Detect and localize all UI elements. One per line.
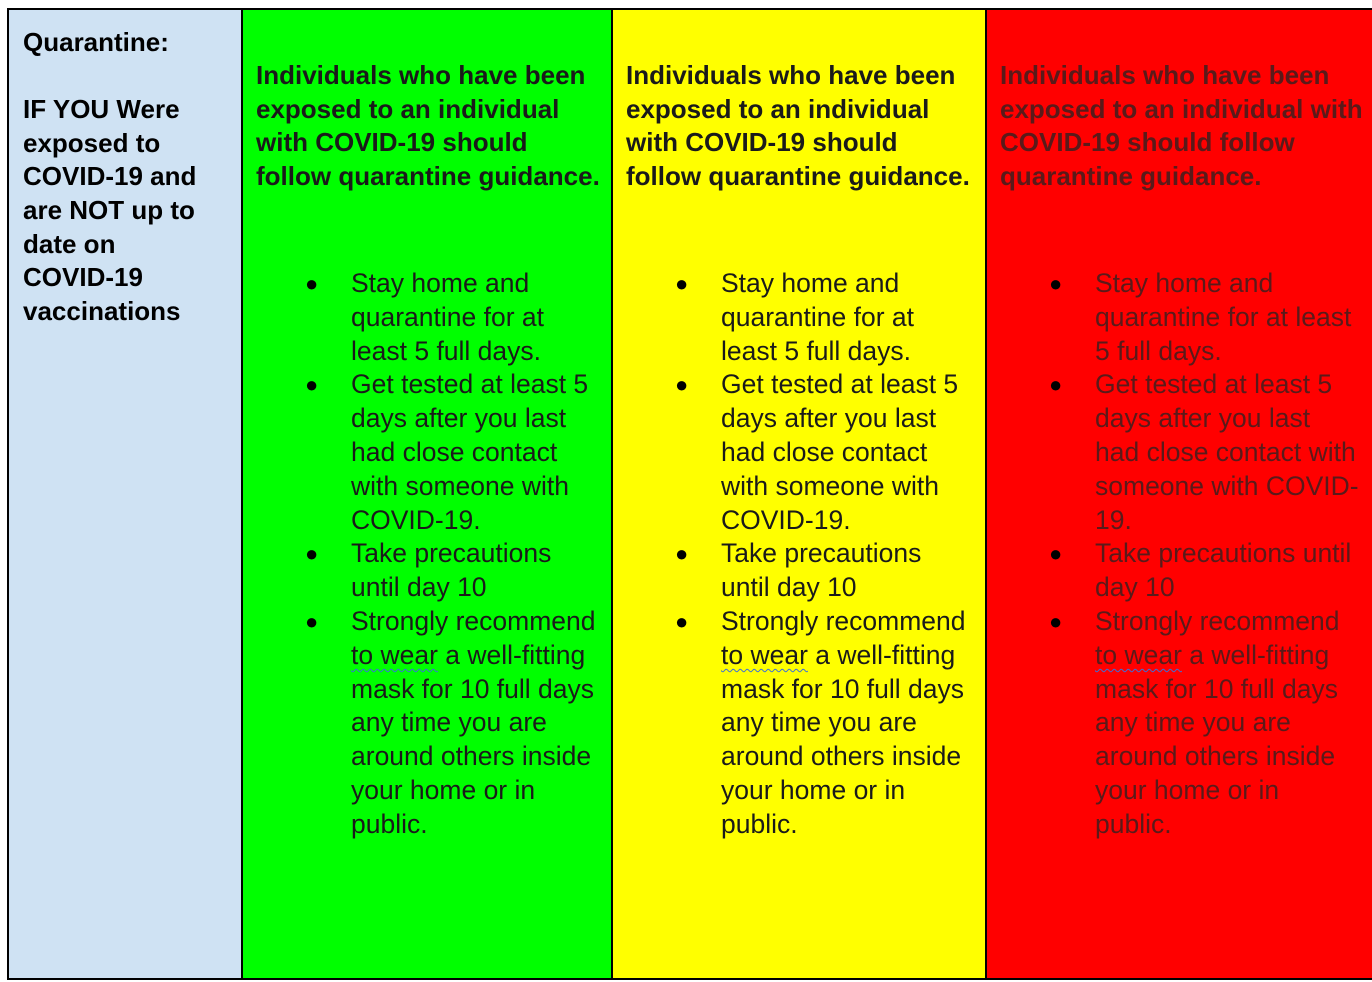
list-item: ● Take precautions until day 10 bbox=[305, 538, 552, 603]
quarantine-condition-line: vaccinations bbox=[23, 295, 181, 326]
bullet-icon: ● bbox=[1049, 271, 1063, 296]
green-heading: Individuals who have been exposed to an individual with COVID-19 should follow quarantine guidance. bbox=[256, 60, 600, 191]
bullet-icon: ● bbox=[675, 372, 689, 398]
quarantine-condition-line: are NOT up to bbox=[23, 194, 195, 225]
bullet-icon: ● bbox=[305, 608, 319, 634]
spellcheck-mark[interactable]: to wear bbox=[1095, 639, 1182, 670]
red-heading: Individuals who have been exposed to an individual with COVID-19 should follow quarantine guidance. bbox=[1000, 60, 1363, 191]
spellcheck-mark[interactable]: to wear bbox=[721, 639, 808, 670]
quarantine-condition-line: date on bbox=[23, 228, 116, 259]
bullet-icon: ● bbox=[305, 271, 319, 296]
list-item: ● Take precautions until day 10 bbox=[675, 538, 922, 603]
list-item: ● Get tested at least 5 days after you last had close contact with someone with COVID-19. bbox=[675, 369, 959, 535]
red-level-cell bbox=[985, 10, 1372, 978]
quarantine-condition-line: exposed to bbox=[23, 127, 161, 158]
green-level-cell bbox=[241, 10, 611, 978]
red-guidance-list bbox=[1049, 267, 1360, 842]
list-item: ● Strongly recommend to wear a well-fitting mask for 10 full days any time you are around others inside your home or in public. bbox=[1049, 605, 1340, 839]
quarantine-title: Quarantine: bbox=[23, 27, 169, 57]
quarantine-condition-line: COVID-19 bbox=[23, 262, 143, 293]
bullet-icon: ● bbox=[305, 541, 319, 567]
list-item: ● Stay home and quarantine for at least 5 full days. bbox=[1049, 268, 1352, 366]
list-item: ● Get tested at least 5 days after you last had close contact with someone with COVID-19. bbox=[305, 369, 589, 535]
bullet-icon: ● bbox=[1049, 608, 1063, 634]
bullet-icon: ● bbox=[1049, 541, 1063, 567]
quarantine-table bbox=[7, 8, 1372, 980]
yellow-heading: Individuals who have been exposed to an individual with COVID-19 should follow quarantine guidance. bbox=[626, 60, 970, 191]
bullet-icon: ● bbox=[1049, 372, 1063, 398]
list-item: ● Get tested at least 5 days after you last had close contact with someone with COVID-19. bbox=[1049, 369, 1359, 535]
quarantine-label-cell bbox=[7, 10, 241, 978]
quarantine-condition-line: COVID-19 and bbox=[23, 161, 197, 192]
spellcheck-mark[interactable]: to wear bbox=[351, 639, 438, 670]
yellow-level-cell bbox=[611, 10, 985, 978]
bullet-icon: ● bbox=[675, 541, 689, 567]
list-item: ● Strongly recommend to wear a well-fitting mask for 10 full days any time you are around others inside your home or in public. bbox=[675, 605, 966, 839]
green-guidance-list bbox=[305, 267, 596, 842]
quarantine-label bbox=[23, 26, 235, 328]
yellow-guidance-list bbox=[675, 267, 966, 842]
list-item: ● Stay home and quarantine for at least 5 full days. bbox=[305, 268, 544, 366]
bullet-icon: ● bbox=[675, 271, 689, 296]
bullet-icon: ● bbox=[675, 608, 689, 634]
list-item: ● Take precautions until day 10 bbox=[1049, 538, 1352, 603]
bullet-icon: ● bbox=[305, 372, 319, 398]
quarantine-condition-line: IF YOU Were bbox=[23, 94, 180, 125]
list-item: ● Strongly recommend to wear a well-fitting mask for 10 full days any time you are around others inside your home or in public. bbox=[305, 605, 596, 839]
list-item: ● Stay home and quarantine for at least 5 full days. bbox=[675, 268, 914, 366]
